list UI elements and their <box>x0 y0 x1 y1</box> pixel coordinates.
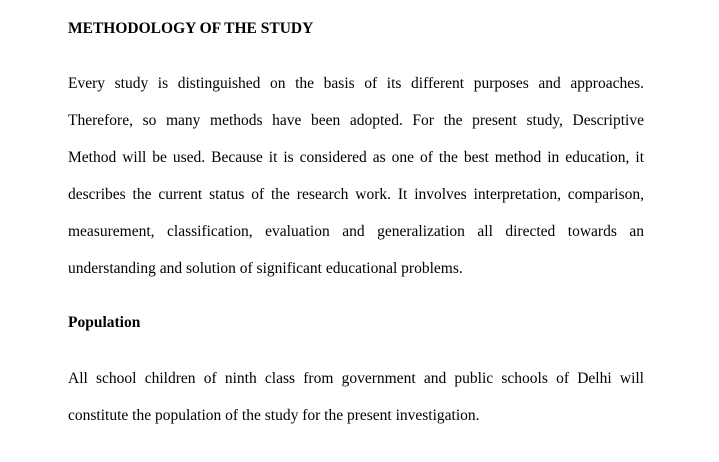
paragraph-line: Every study is distinguished on the basis of its different purposes and approaches. <box>68 75 644 92</box>
paragraph-line: All school children of ninth class from government and public schools of Delhi will <box>68 370 644 387</box>
population-heading: Population <box>68 314 141 331</box>
paragraph-line: Therefore, so many methods have been adopted. For the present study, Descriptive <box>68 112 644 129</box>
paragraph-line: constitute the population of the study for the present investigation. <box>68 407 480 424</box>
population-paragraph <box>68 369 644 443</box>
paragraph-line: measurement, classification, evaluation and generalization all directed towards an <box>68 223 644 240</box>
paragraph-line: understanding and solution of significant educational problems. <box>68 260 463 277</box>
paragraph-line: Method will be used. Because it is considered as one of the best method in education, it <box>68 149 644 166</box>
methodology-paragraph <box>68 74 644 296</box>
section-heading: METHODOLOGY OF THE STUDY <box>68 20 314 37</box>
paragraph-line: describes the current status of the research work. It involves interpretation, comparison, <box>68 186 644 203</box>
